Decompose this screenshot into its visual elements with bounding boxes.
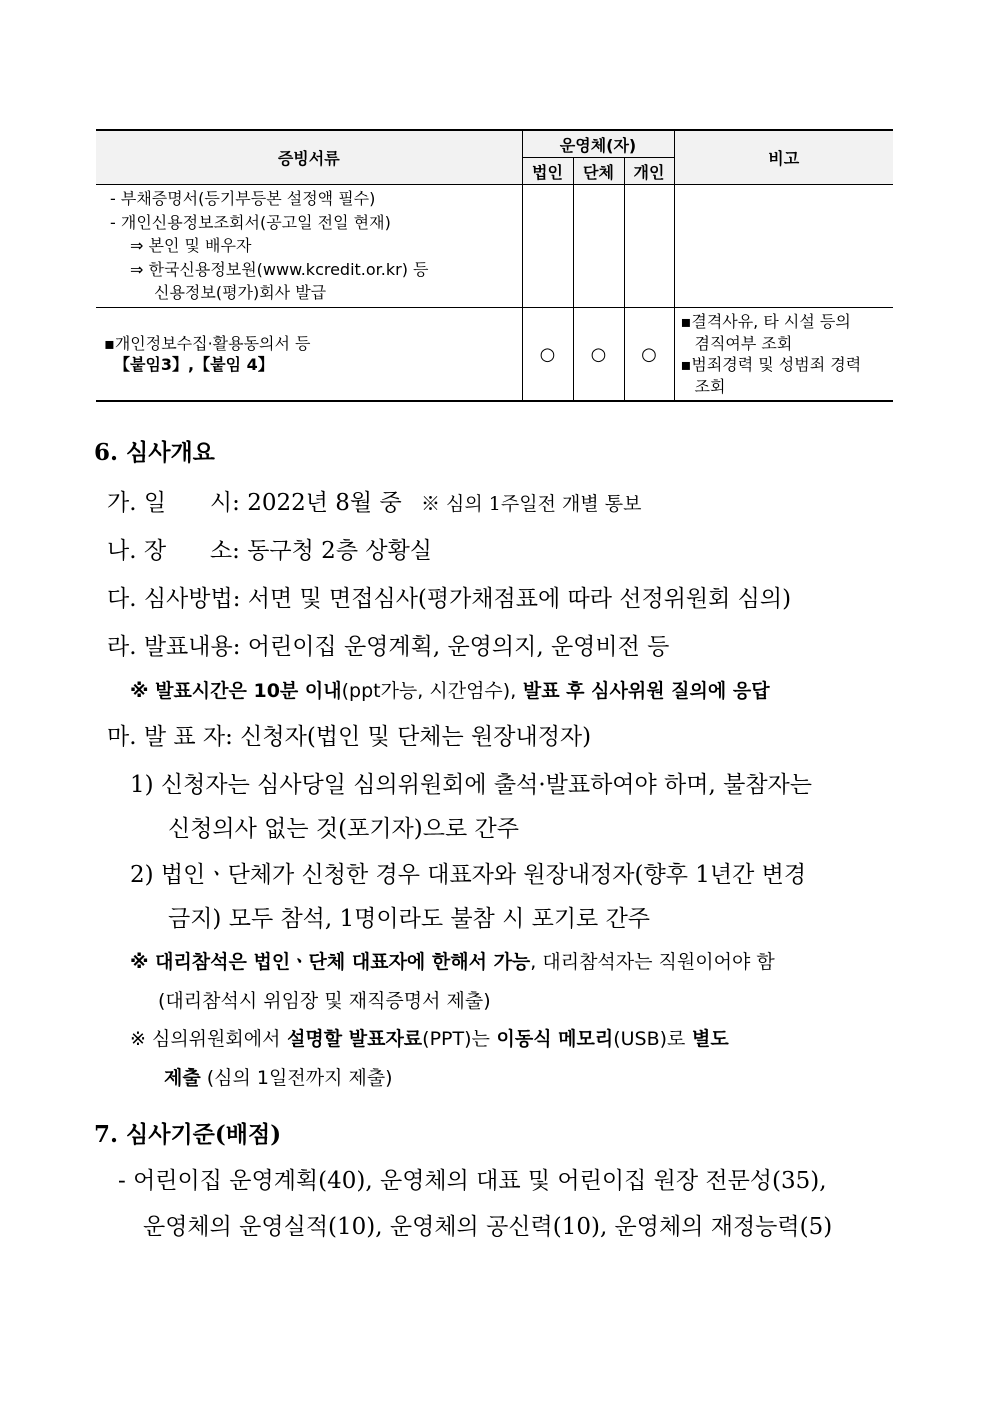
header-corp: 법인 xyxy=(522,158,573,185)
note-item: 겸직여부 조회 xyxy=(694,333,793,353)
presenter-line: 마. 발 표 자: 신청자(법인 및 단체는 원장내정자) xyxy=(107,724,592,750)
venue-line xyxy=(107,532,432,565)
person-mark: ○ xyxy=(624,308,674,402)
row1-person-cell xyxy=(624,185,674,308)
group-mark: ○ xyxy=(573,308,624,402)
ppt-note-text: (USB)로 xyxy=(613,1028,686,1050)
section7-title: 7. 심사기준(배점) xyxy=(94,1121,282,1148)
schedule-note: ※ 심의 1주일전 개별 통보 xyxy=(420,493,642,515)
header-docs: 증빙서류 xyxy=(96,130,522,185)
header-operator: 운영체(자) xyxy=(522,130,674,158)
doc-item: ⇒ 한국신용정보원(www.kcredit.or.kr) 등 xyxy=(130,259,429,279)
ppt-note-text: 이동식 메모리 xyxy=(489,1028,614,1050)
proxy-note-cont: (대리참석시 위임장 및 재직증명서 제출) xyxy=(158,990,491,1012)
evidence-docs-table xyxy=(96,129,893,402)
ppt-note-text: 별도 xyxy=(685,1028,729,1050)
consent-form-label: ▪개인정보수집·활용동의서 등 xyxy=(104,334,311,353)
ppt-note-text: ※ 심의위원회에서 xyxy=(130,1028,281,1050)
schedule-value: 2022년 8월 중 xyxy=(247,490,402,516)
submit-deadline-text: (심의 1일전까지 제출) xyxy=(200,1067,393,1089)
table-row xyxy=(96,308,893,402)
row1-docs-cell xyxy=(96,185,522,308)
row1-corp-cell xyxy=(522,185,573,308)
proxy-bold-text: ※ 대리참석은 법인ㆍ단체 대표자에 한해서 가능 xyxy=(130,951,531,973)
note-item: 조회 xyxy=(694,376,726,396)
attachment-label: 【붙임3】,【붙임 4】 xyxy=(114,355,274,374)
venue-value: 동구청 2층 상황실 xyxy=(247,538,433,564)
time-limit-text: ※ 발표시간은 10분 이내 xyxy=(130,680,342,702)
ppt-text: (ppt가능, 시간엄수), xyxy=(341,680,517,702)
header-group: 단체 xyxy=(573,158,624,185)
criteria-line-b: 운영체의 운영실적(10), 운영체의 공신력(10), 운영체의 재정능력(5) xyxy=(143,1214,833,1240)
venue-label: 나. 장 소: xyxy=(107,538,240,564)
submit-text: 제출 xyxy=(164,1067,201,1089)
item2-line-a: 2) 법인ㆍ단체가 신청한 경우 대표자와 원장내정자(향후 1년간 변경 xyxy=(130,862,807,888)
header-person: 개인 xyxy=(624,158,674,185)
row2-note-cell xyxy=(674,308,893,402)
content-line: 라. 발표내용: 어린이집 운영계획, 운영의지, 운영비전 등 xyxy=(107,634,670,660)
qa-text: 발표 후 심사위원 질의에 응답 xyxy=(516,680,770,702)
note-item: ▪범죄경력 및 성범죄 경력 xyxy=(680,355,862,374)
ppt-note xyxy=(130,1024,729,1051)
schedule-line xyxy=(107,484,641,517)
schedule-label: 가. 일 시: xyxy=(107,490,240,516)
presentation-time-note xyxy=(130,676,770,703)
ppt-note-text: 설명할 발표자료 xyxy=(280,1028,423,1050)
table-row xyxy=(96,185,893,308)
proxy-rest-text: , 대리참석자는 직원이어야 함 xyxy=(530,951,775,973)
doc-item: 신용정보(평가)회사 발급 xyxy=(154,283,327,303)
method-line: 다. 심사방법: 서면 및 면접심사(평가채점표에 따라 선정위원회 심의) xyxy=(107,586,792,612)
corp-mark: ○ xyxy=(522,308,573,402)
criteria-line-a: - 어린이집 운영계획(40), 운영체의 대표 및 어린이집 원장 전문성(35), xyxy=(118,1168,827,1194)
ppt-note-text: (PPT)는 xyxy=(422,1028,490,1050)
header-note: 비고 xyxy=(674,130,893,185)
doc-item: - 부채증명서(등기부등본 설정액 필수) xyxy=(110,189,376,209)
proxy-note xyxy=(130,947,775,974)
section6-title: 6. 심사개요 xyxy=(94,439,215,466)
row2-docs-cell xyxy=(96,308,522,402)
item1-line-b: 신청의사 없는 것(포기자)으로 간주 xyxy=(168,816,519,842)
ppt-note-cont xyxy=(164,1063,393,1090)
doc-item: - 개인신용정보조회서(공고일 전일 현재) xyxy=(110,212,391,232)
item2-line-b: 금지) 모두 참석, 1명이라도 불참 시 포기로 간주 xyxy=(168,906,651,932)
doc-item: ⇒ 본인 및 배우자 xyxy=(130,236,252,256)
row1-note-cell xyxy=(674,185,893,308)
note-item: ▪결격사유, 타 시설 등의 xyxy=(680,312,851,331)
row1-group-cell xyxy=(573,185,624,308)
item1-line-a: 1) 신청자는 심사당일 심의위원회에 출석·발표하여야 하며, 불참자는 xyxy=(130,772,812,798)
